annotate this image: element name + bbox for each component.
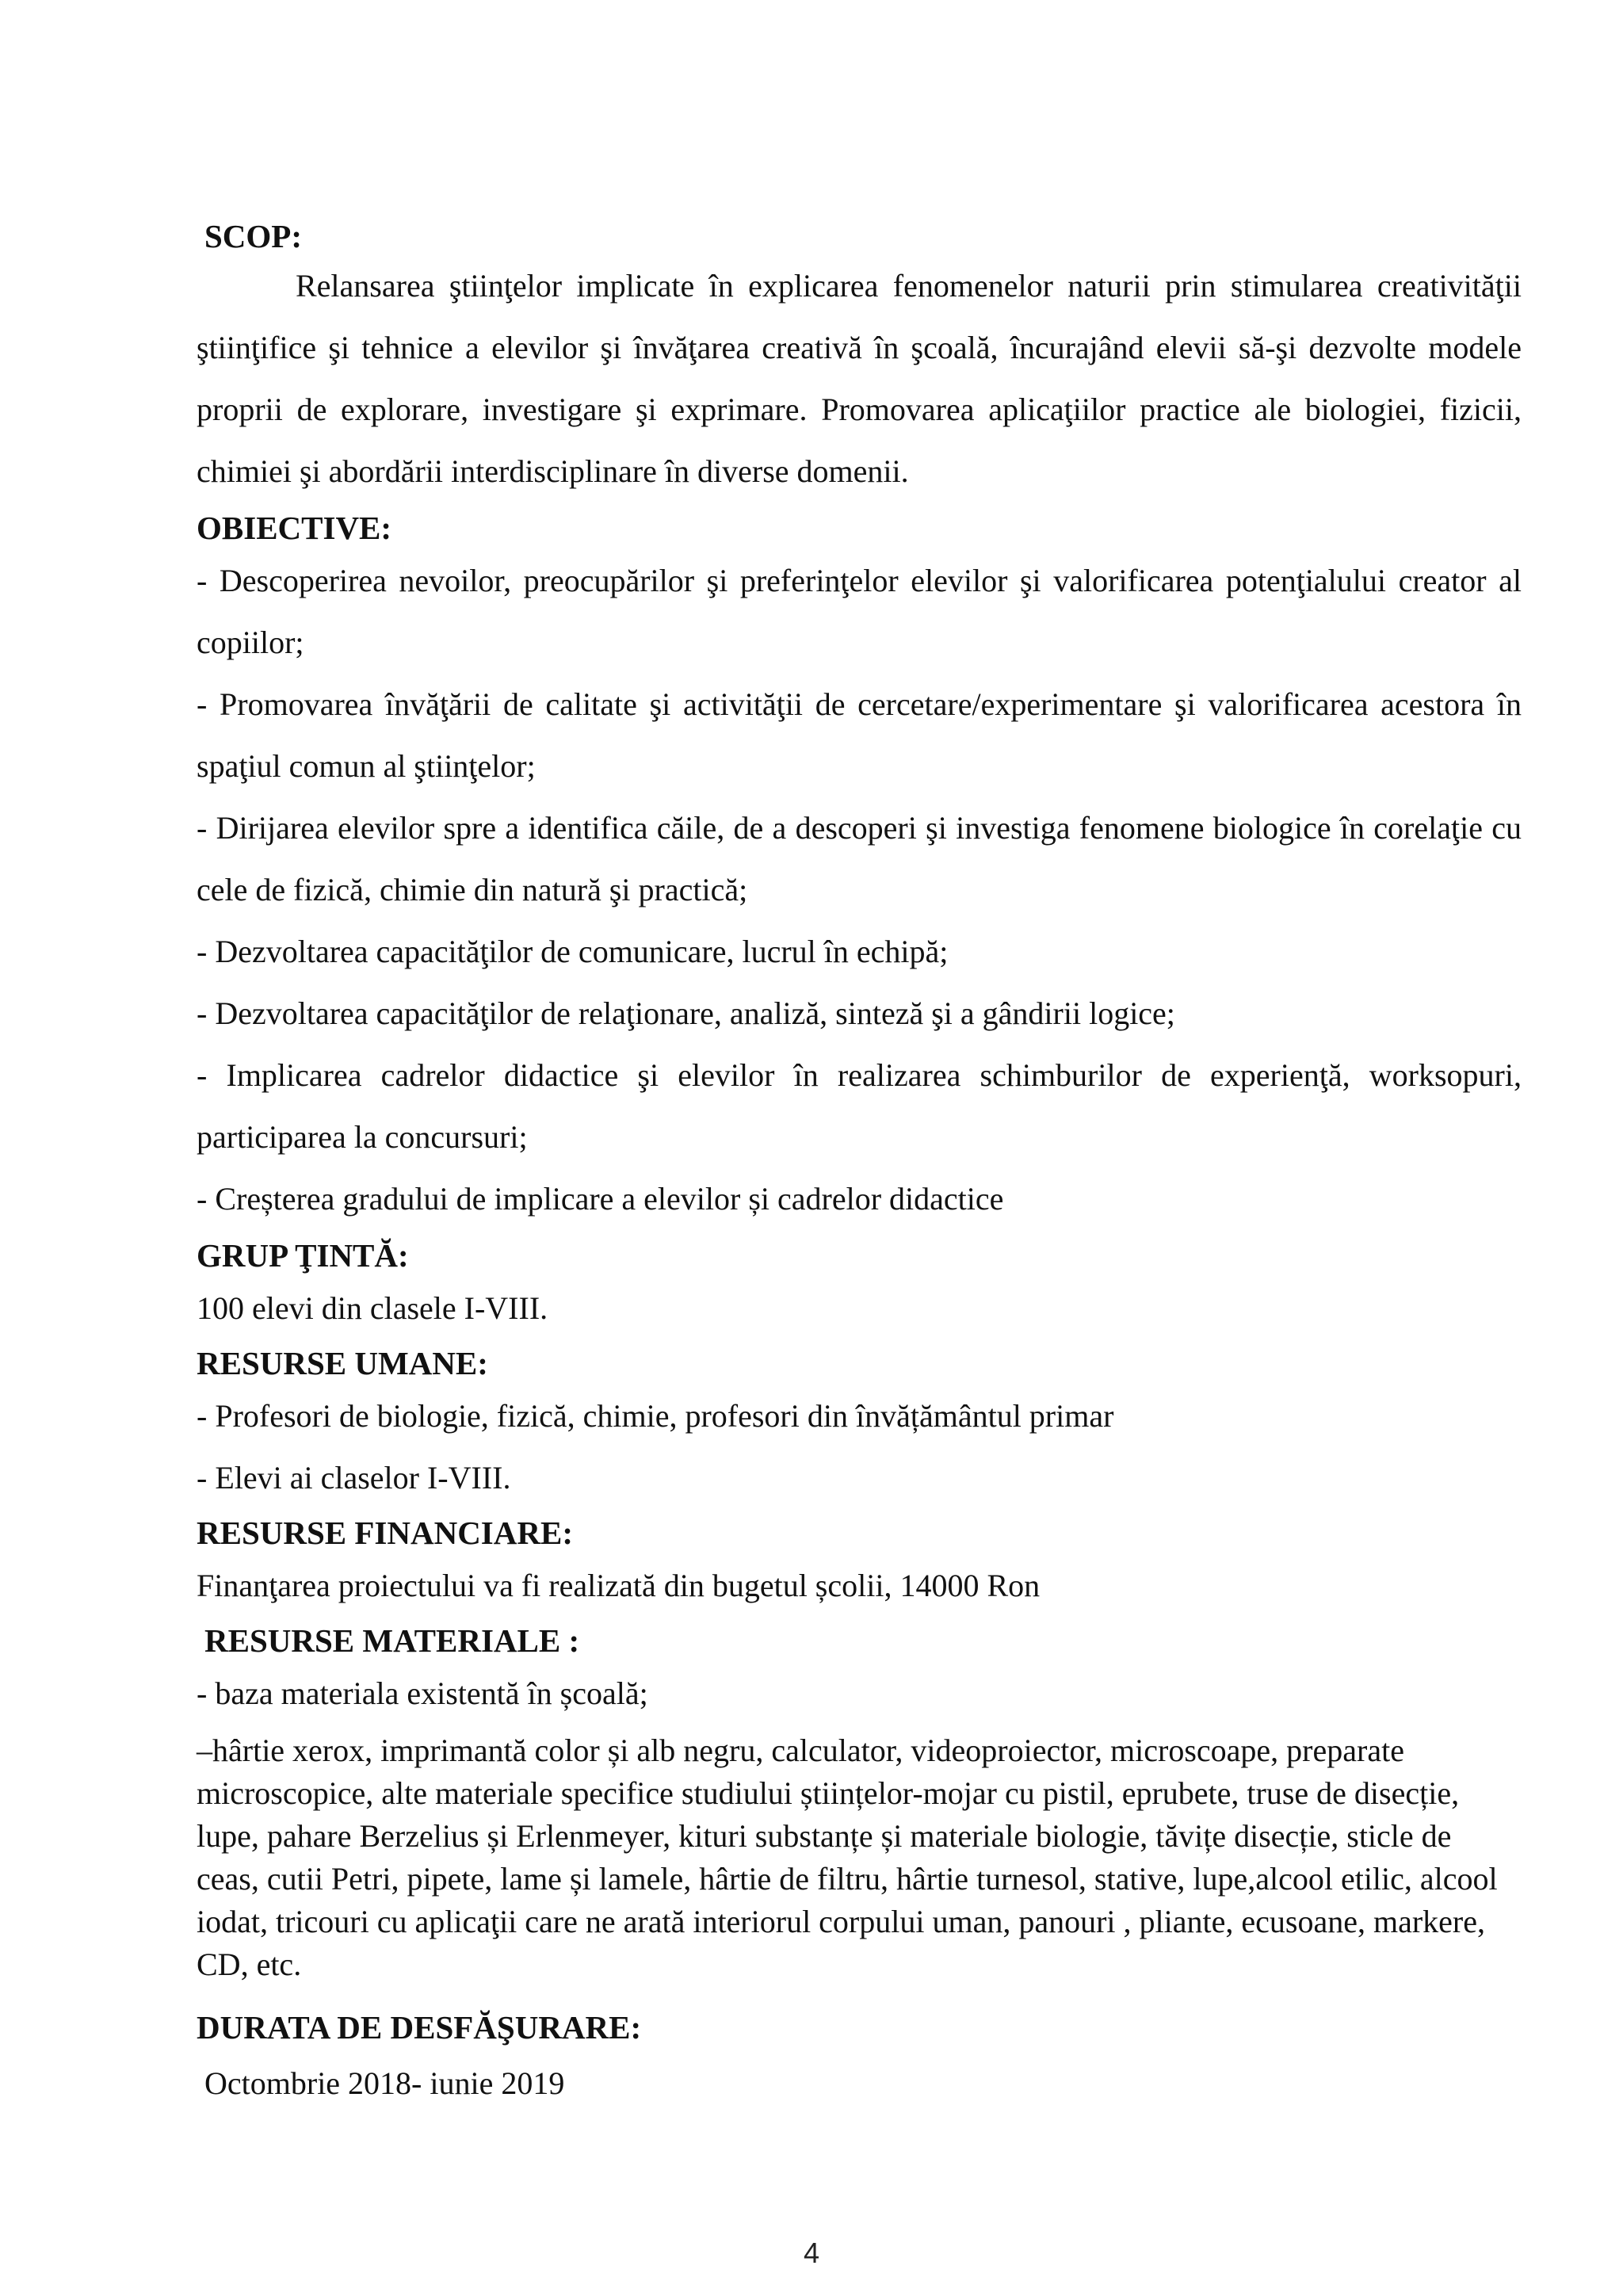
obiectiv-item: - Promovarea învăţării de calitate şi activităţii de cercetare/experimentare şi valorificarea acestora în spaţiul comun al ştiinţelor; — [197, 686, 1522, 784]
heading-obiective: OBIECTIVE: — [197, 510, 392, 546]
resurse-materiale-item: - baza materiala existentă în școală; — [197, 1675, 648, 1711]
resurse-umane-item: - Profesori de biologie, fizică, chimie, profesori din învățământul primar — [197, 1398, 1114, 1434]
obiectiv-item: - Dezvoltarea capacităţilor de comunicare, lucrul în echipă; — [197, 934, 949, 969]
obiectiv-item: - Implicarea cadrelor didactice şi elevilor în realizarea schimburilor de experienţă, worksopuri, participarea la concursuri; — [197, 1057, 1522, 1155]
resurse-financiare-text: Finanţarea proiectului va fi realizată din bugetul școlii, 14000 Ron — [197, 1568, 1041, 1603]
durata-text: Octombrie 2018- iunie 2019 — [204, 2065, 565, 2101]
resurse-materiale-list: –hârtie xerox, imprimantă color și alb negru, calculator, videoproiector, microscoape, preparate microscopice, alte materiale specifice studiului științelor-mojar cu pistil, eprubete, truse de disecție, lupe, pahare Berzelius și Erlenmeyer, kituri substanțe și materiale biologie, tăvițe disecție, sticle de ceas, cutii Petri, pipete, lame și lamele, hârtie de filtru, hârtie turnesol, stative, lupe,alcool etilic, alcool iodat, tricouri cu aplicaţii care ne arată interiorul corpului uman, panouri , pliante, ecusoane, markere, CD, etc. — [197, 1733, 1498, 1982]
heading-resurse-materiale: RESURSE MATERIALE : — [204, 1622, 580, 1659]
obiectiv-item: - Descoperirea nevoilor, preocupărilor şi preferinţelor elevilor şi valorificarea potenţialului creator al copiilor; — [197, 563, 1522, 660]
resurse-umane-item: - Elevi ai claselor I-VIII. — [197, 1460, 511, 1496]
heading-grup-tinta: GRUP ŢINTĂ: — [197, 1237, 409, 1274]
obiective-list — [197, 550, 1522, 1230]
heading-resurse-financiare: RESURSE FINANCIARE: — [197, 1515, 573, 1551]
page-content — [197, 216, 1522, 2115]
obiectiv-item: - Dirijarea elevilor spre a identifica căile, de a descoperi şi investiga fenomene biologice în corelaţie cu cele de fizică, chimie din natură şi practică; — [197, 810, 1522, 907]
obiectiv-item: - Dezvoltarea capacităţilor de relaţionare, analiză, sinteză şi a gândirii logice; — [197, 995, 1175, 1031]
heading-scop: SCOP: — [204, 218, 302, 254]
heading-resurse-umane: RESURSE UMANE: — [197, 1345, 488, 1381]
obiectiv-item: - Creșterea gradului de implicare a elevilor și cadrelor didactice — [197, 1181, 1004, 1217]
scop-paragraph: Relansarea ştiinţelor implicate în explicarea fenomenelor naturii prin stimularea creativităţii ştiinţifice şi tehnice a elevilor şi învăţarea creativă în şcoală, încurajând elevii să-şi dezvolte modele proprii de explorare, investigare şi exprimare. Promovarea aplicaţiilor practice ale biologiei, fizicii, chimiei şi abordării interdisciplinare în diverse domenii. — [197, 268, 1522, 489]
grup-tinta-text: 100 elevi din clasele I-VIII. — [197, 1290, 548, 1326]
page-number: 4 — [803, 2237, 820, 2269]
heading-durata: DURATA DE DESFĂŞURARE: — [197, 2009, 642, 2046]
